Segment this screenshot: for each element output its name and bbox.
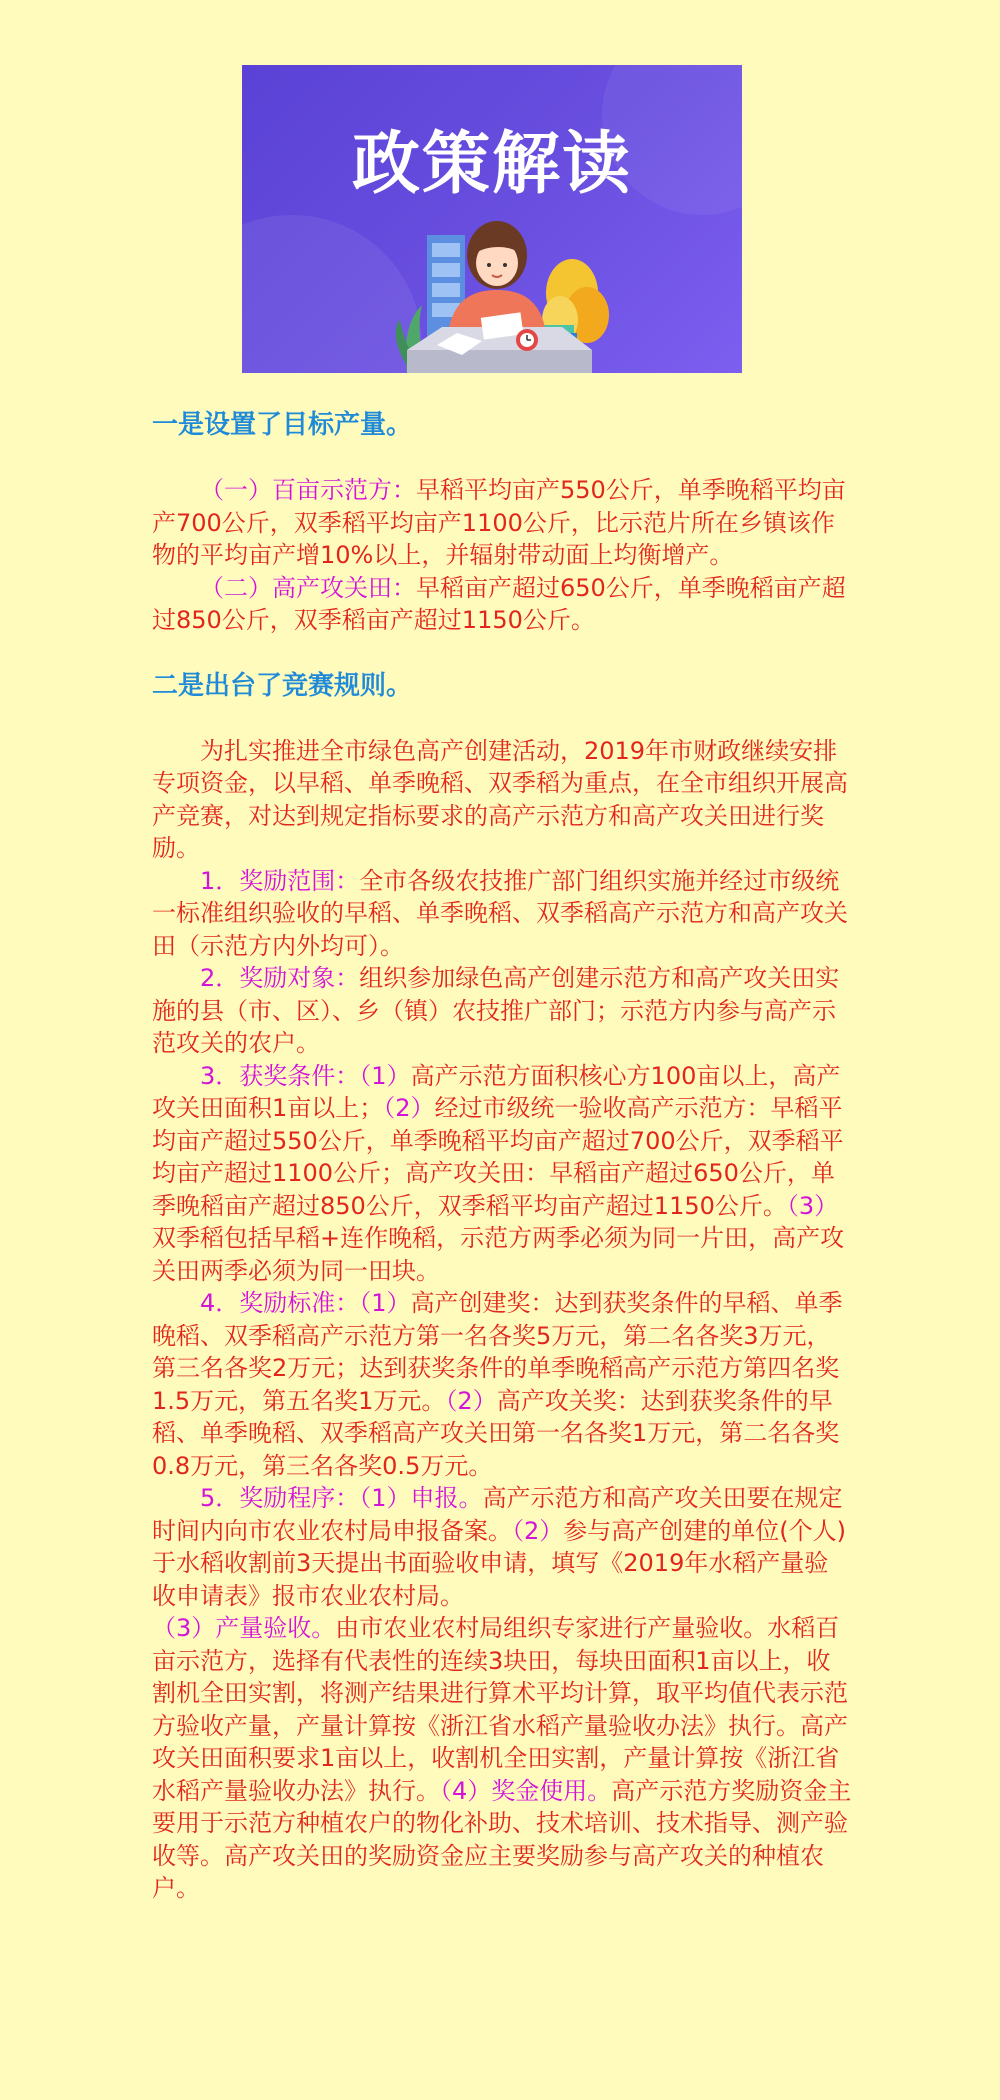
rule-text: 经过市级统一验收高产示范方：早稻平均亩产超过550公斤，单季晚稻平均亩产超过700公斤，双季稻平均亩产超过1100公斤；高产攻关田：早稻亩产超过650公斤，单季晚稻亩产超过850公斤，双季稻平均亩产超过1150公斤。 — [152, 1094, 844, 1220]
rule-text: 高产攻关奖：达到获奖条件的早稻、单季晚稻、双季稻高产攻关田第一名各奖1万元，第二名各奖0.8万元，第三名各奖0.5万元。 — [152, 1386, 840, 1480]
rule-award-target — [152, 962, 852, 1060]
target-item-demo-field — [152, 474, 852, 572]
rule-label: 4．奖励标准： — [200, 1289, 360, 1317]
item-text: 早稻亩产超过650公斤，单季晚稻亩产超过850公斤，双季稻亩产超过1150公斤。 — [152, 573, 846, 634]
rule-award-procedure-cont — [152, 1612, 852, 1905]
teacher-at-desk-illustration — [242, 65, 742, 373]
rule-point-marker: （1）申报。 — [359, 1484, 483, 1512]
rule-text: 全市各级农技推广部门组织实施并经过市级统一标准组织验收的早稻、单季晚稻、双季稻高产示范方和高产攻关田（示范方内外均可）。 — [152, 866, 848, 960]
rule-label: 3．获奖条件： — [200, 1061, 360, 1090]
item-label: （二）高产攻关田： — [200, 573, 416, 602]
rule-label: 5．奖励程序： — [200, 1484, 360, 1512]
rule-point-marker: （2） — [512, 1516, 564, 1545]
article-content — [152, 400, 852, 1905]
rule-point-marker: （3）产量验收。 — [152, 1614, 336, 1642]
rule-point-marker: （2） — [445, 1386, 497, 1415]
rule-label: 1．奖励范围： — [200, 866, 360, 895]
competition-intro: 为扎实推进全市绿色高产创建活动，2019年市财政继续安排专项资金，以早稻、单季晚稻、双季稻为重点，在全市组织开展高产竞赛，对达到规定指标要求的高产示范方和高产攻关田进行奖励。 — [152, 736, 848, 862]
banner-title: 政策解读 — [351, 125, 632, 204]
rule-text: 由市农业农村局组织专家进行产量验收。水稻百亩示范方，选择有代表性的连续3块田，每块田面积1亩以上，收割机全田实割，将测产结果进行算术平均计算，取平均值代表示范方验收产量，产量计算按《浙江省水稻产量验收办法》执行。高产攻关田面积要求1亩以上，收割机全田实割，产量计算按《浙江省水稻产量验收办法》执行。 — [152, 1614, 848, 1805]
section-heading-competition-rules: 二是出台了竞赛规则。 — [152, 670, 413, 701]
rule-award-scope — [152, 865, 852, 963]
rule-text: 双季稻包括早稻+连作晚稻，示范方两季必须为同一片田，高产攻关田两季必须为同一田块。 — [152, 1224, 845, 1285]
rule-label: 2．奖励对象： — [200, 964, 360, 992]
rule-text: 高产示范方奖励资金主要用于示范方种植农户的物化补助、技术培训、技术指导、测产验收等。高产攻关田的奖励资金应主要奖励参与高产攻关的种植农户。 — [152, 1776, 852, 1902]
rule-point-marker: （2） — [383, 1094, 435, 1122]
item-text: 早稻平均亩产550公斤，单季晚稻平均亩产700公斤，双季稻平均亩产1100公斤，比示范片所在乡镇该作物的平均亩产增10%以上，并辐射带动面上均衡增产。 — [152, 476, 846, 569]
rule-text: 高产示范方和高产攻关田要在规定时间内向市农业农村局申报备案。 — [152, 1484, 843, 1545]
rule-point-marker: （1） — [359, 1289, 411, 1317]
target-item-high-yield-field — [152, 572, 852, 637]
section-heading-target-yield: 一是设置了目标产量。 — [152, 410, 413, 440]
rule-point-marker: （4）奖金使用。 — [440, 1776, 612, 1805]
rule-award-procedure — [152, 1482, 852, 1612]
policy-banner — [242, 65, 742, 373]
rule-text: 高产创建奖：达到获奖条件的早稻、单季晚稻、双季稻高产示范方第一名各奖5万元，第二名各奖3万元，第三名各奖2万元；达到获奖条件的单季晚稻高产示范方第四名奖1.5万元，第五名奖1万元。 — [152, 1289, 843, 1415]
rule-award-conditions — [152, 1060, 852, 1288]
rule-point-marker: （3） — [786, 1191, 839, 1220]
item-label: （一）百亩示范方： — [200, 476, 416, 504]
rule-text: 组织参加绿色高产创建示范方和高产攻关田实施的县（市、区）、乡（镇）农技推广部门；示范方内参与高产示范攻关的农户。 — [152, 964, 840, 1057]
rule-text: 参与高产创建的单位(个人)于水稻收割前3天提出书面验收申请，填写《2019年水稻产量验收申请表》报市农业农村局。 — [152, 1516, 847, 1610]
rule-point-marker: （1） — [359, 1061, 411, 1090]
rule-award-standards — [152, 1287, 852, 1482]
rule-text: 高产示范方面积核心方100亩以上，高产攻关田面积1亩以上； — [152, 1061, 841, 1122]
